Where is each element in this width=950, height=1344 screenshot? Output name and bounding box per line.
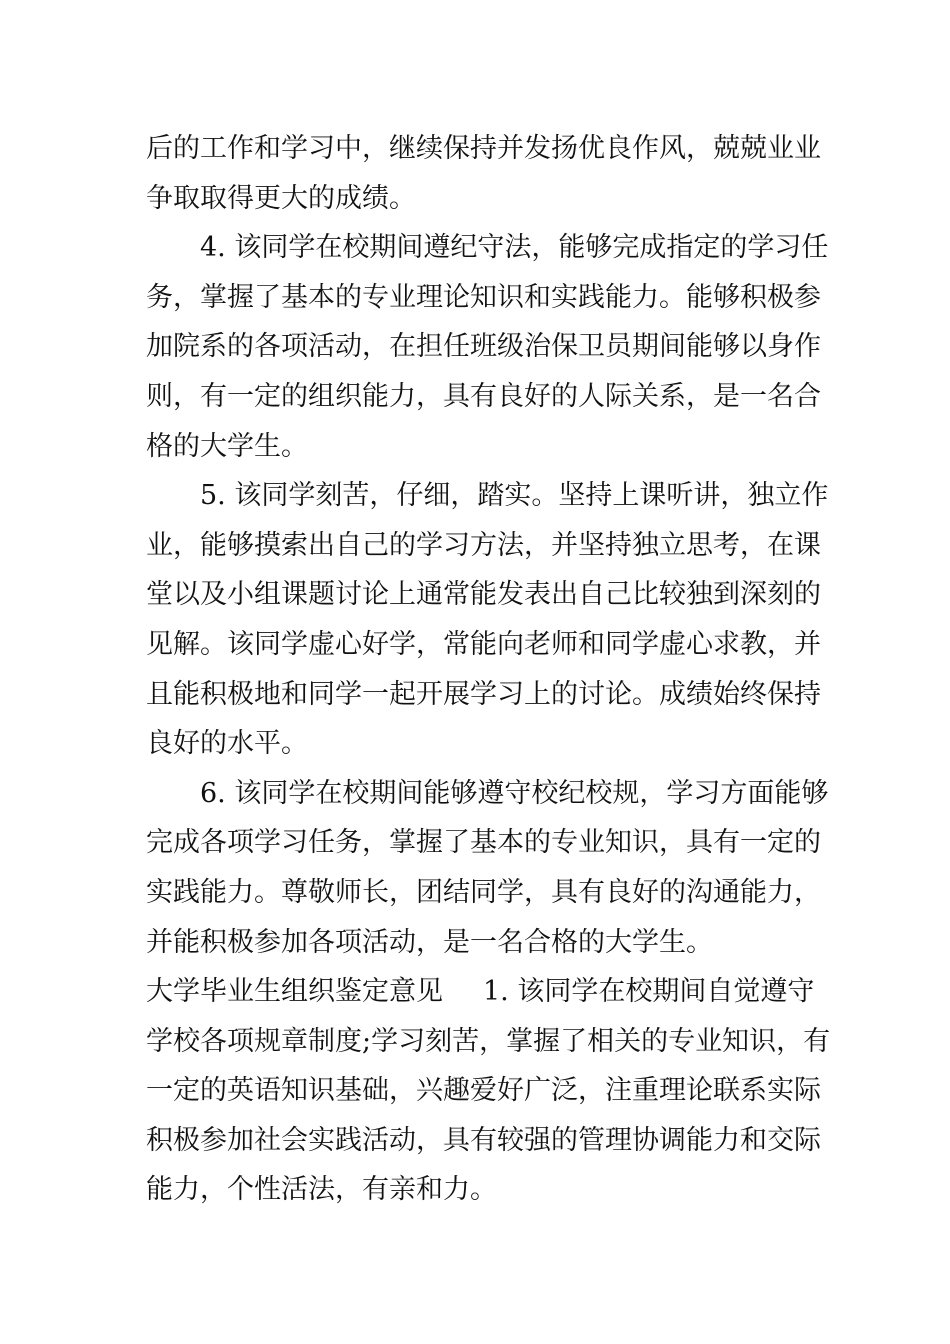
text-line: 学校各项规章制度;学习刻苦，掌握了相关的专业知识，有 [146, 1025, 831, 1057]
text-line: 一定的英语知识基础，兴趣爱好广泛，注重理论联系实际 [146, 1075, 821, 1107]
section-heading: 大学毕业生组织鉴定意见 [146, 976, 443, 1008]
text-line: 后的工作和学习中，继续保持并发扬优良作风，兢兢业业 [146, 133, 821, 164]
text-line: 争取取得更大的成绩。 [146, 182, 416, 214]
document-body [146, 124, 831, 1215]
text-line: 能力，个性活法，有亲和力。 [146, 1174, 497, 1206]
paragraph-1-start: 1. 该同学在校期间自觉遵守 [483, 976, 815, 1008]
text-line: 良好的水平。 [146, 728, 308, 760]
text-line: 并能积极参加各项活动，是一名合格的大学生。 [146, 926, 713, 958]
text-line: 实践能力。尊敬师长，团结同学，具有良好的沟通能力， [146, 876, 821, 908]
paragraph-5-start: 5. 该同学刻苦，仔细，踏实。坚持上课听讲，独立作 [200, 480, 829, 512]
section-heading-line [146, 967, 815, 1017]
text-line: 且能积极地和同学一起开展学习上的讨论。成绩始终保持 [146, 678, 821, 710]
text-line: 见解。该同学虚心好学，常能向老师和同学虚心求教，并 [146, 628, 821, 660]
text-line: 完成各项学习任务，掌握了基本的专业知识，具有一定的 [146, 827, 821, 859]
paragraph-4-start: 4. 该同学在校期间遵纪守法，能够完成指定的学习任 [200, 232, 829, 264]
text-line: 格的大学生。 [146, 430, 308, 462]
text-line: 堂以及小组课题讨论上通常能发表出自己比较独到深刻的 [146, 579, 821, 611]
text-line: 则，有一定的组织能力，具有良好的人际关系，是一名合 [146, 380, 821, 412]
paragraph-6-start: 6. 该同学在校期间能够遵守校纪校规，学习方面能够 [200, 777, 829, 809]
text-line: 业，能够摸索出自己的学习方法，并坚持独立思考，在课 [146, 529, 821, 561]
text-line: 积极参加社会实践活动，具有较强的管理协调能力和交际 [146, 1124, 821, 1156]
text-line: 务，掌握了基本的专业理论知识和实践能力。能够积极参 [146, 281, 821, 313]
text-line: 加院系的各项活动，在担任班级治保卫员期间能够以身作 [146, 331, 821, 363]
